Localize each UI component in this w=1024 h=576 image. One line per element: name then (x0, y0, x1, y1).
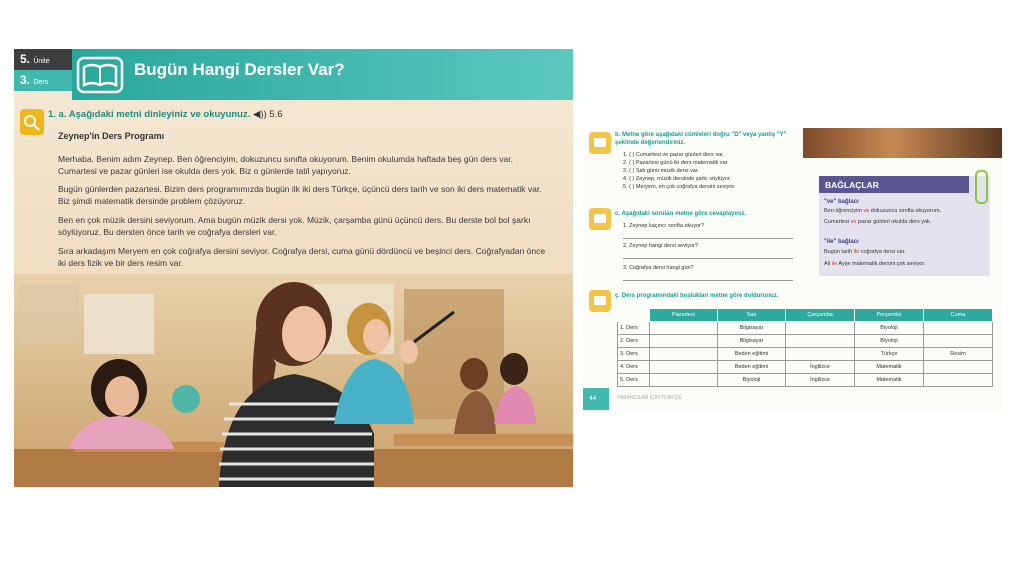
table-cell[interactable] (786, 348, 855, 361)
ile-example-2: Ali ile Ayşe matematik dersini çok seviyor. (824, 261, 926, 267)
tf-item-3: 3. ( ) Salı günü müzik dersi var. (623, 168, 699, 174)
table-cell: Biyoloji (855, 322, 924, 335)
table-cell: 2. Ders (618, 335, 650, 348)
table-cell[interactable] (924, 335, 993, 348)
table-cell[interactable] (650, 335, 718, 348)
exercise-d-icon (589, 290, 611, 312)
schedule-table (617, 308, 993, 387)
exercise-c-icon (589, 208, 611, 230)
table-cell: Biyoloji (855, 335, 924, 348)
right-page (583, 128, 1002, 410)
table-cell: Beden eğitimi (718, 348, 786, 361)
page-title: Bugün Hangi Dersler Var? (134, 60, 345, 79)
text-title: Zeynep'in Ders Programı (58, 131, 165, 141)
question-3: 3. Coğrafya dersi hangi gün? (623, 265, 694, 271)
header-cell: Cuma (924, 309, 993, 322)
classroom-photo (14, 274, 573, 487)
table-cell: İngilizce (786, 374, 855, 387)
question-1: 1. Zeynep kaçıncı sınıfta okuyor? (623, 223, 705, 229)
ve-example-2: Cumartesi ve pazar günleri okulda ders yok. (824, 219, 932, 225)
table-cell[interactable] (786, 335, 855, 348)
tf-item-2: 2. ( ) Pazartesi günü iki ders matematik var. (623, 160, 729, 166)
header-cell: Salı (718, 309, 786, 322)
exercise-c-heading: c. Aşağıdaki soruları metne göre cevaplayınız. (615, 211, 747, 217)
table-cell[interactable] (650, 348, 718, 361)
table-cell[interactable] (924, 361, 993, 374)
table-cell: Matematik (855, 374, 924, 387)
table-cell: Matematik (855, 361, 924, 374)
table-cell[interactable] (650, 361, 718, 374)
table-row (618, 374, 993, 387)
tf-item-4: 4. ( ) Zeynep, müzik dersinde şarkı söylüyor. (623, 176, 731, 182)
paperclip-icon (975, 170, 988, 204)
table-cell[interactable] (924, 322, 993, 335)
table-cell: Biyoloji (718, 374, 786, 387)
header-cell: Çarşamba (786, 309, 855, 322)
table-cell[interactable] (786, 322, 855, 335)
table-cell: 4. Ders (618, 361, 650, 374)
table-cell: Türkçe (855, 348, 924, 361)
paragraph-4: Sıra arkadaşım Meryem en çok coğrafya dersini seviyor. Coğrafya dersi, cuma günü dördüncü ve beşinci ders. Coğrafyadan önce iki ders fizik ve bir ders resim var. (58, 246, 546, 268)
table-cell: 5. Ders (618, 374, 650, 387)
table-row (618, 322, 993, 335)
answer-line-3[interactable] (623, 280, 793, 281)
ve-heading: "ve" bağlacı (824, 199, 859, 205)
footer-text: YABANCILAR İÇİN TÜRKÇE (617, 395, 682, 401)
page-number: 44 (589, 395, 597, 402)
table-cell[interactable] (650, 374, 718, 387)
table-cell[interactable] (924, 374, 993, 387)
header-cell: Perşembe (855, 309, 924, 322)
answer-line-1[interactable] (623, 238, 793, 239)
table-cell: 3. Ders (618, 348, 650, 361)
question-2: 2. Zeynep hangi dersi seviyor? (623, 243, 698, 249)
table-row (618, 348, 993, 361)
header-cell (618, 309, 650, 322)
open-book-icon (76, 55, 124, 95)
table-cell: Beden eğitimi (718, 361, 786, 374)
table-cell: İngilizce (786, 361, 855, 374)
tf-item-5: 5. ( ) Meryem, en çok coğrafya dersini seviyor. (623, 184, 736, 190)
header-cell: Pazartesi (650, 309, 718, 322)
ile-example-1: Bugün tarih ile coğrafya dersi var. (824, 249, 906, 255)
exercise-instruction: 1. a. Aşağıdaki metni dinleyiniz ve okuyunuz. ◀)) 5.6 (48, 109, 283, 120)
paragraph-1: Merhaba. Benim adım Zeynep. Ben öğrenciyim, dokuzuncu sınıfta okuyorum. Benim okulumda haftada beş gün ders var. Cumartesi ve pazar günleri ise okulda ders yok. Biz o günlerde tatil yapıyoruz. (58, 154, 513, 176)
exercise-d-heading: ç. Ders programındaki boşlukları metne göre doldurunuz. (615, 293, 779, 299)
exercise-b-icon (589, 132, 611, 154)
table-cell: 1. Ders (618, 322, 650, 335)
tf-item-1: 1. ( ) Cumartesi ve pazar günleri ders var. (623, 152, 725, 158)
ve-example-1: Ben öğrenciyim ve dokuzuncu sınıfta okuyorum. (824, 208, 942, 214)
ile-heading: "ile" bağlacı (824, 239, 859, 245)
unit-label: 5. Ünite (14, 49, 72, 70)
table-row (618, 335, 993, 348)
lesson-label: 3. Ders (14, 70, 72, 91)
exercise-b-heading: b. Metne göre aşağıdaki cümleleri doğru "D" veya yanlış "Y" şeklinde değerlendiriniz. (615, 132, 787, 146)
paragraph-3: Ben en çok müzik dersini seviyorum. Ama bugün müzik dersi yok. Müzik, çarşamba günü üçüncü ders. Bu derste bol bol şarkı söylüyoruz. Bu dersten önce tarih ve coğrafya dersleri var. (58, 215, 531, 237)
table-row (618, 361, 993, 374)
table-cell: Bilgisayar (718, 322, 786, 335)
classroom-photo-strip (803, 128, 1002, 158)
paragraph-2: Bugün günlerden pazartesi. Bizim ders programımızda bugün ilk iki ders Türkçe, üçüncü ders tarih ve son iki ders matematik var. Biz şimdi matematik dersinde problem çözüyoruz. (58, 184, 542, 206)
audio-reference[interactable]: ◀)) 5.6 (253, 109, 283, 120)
table-cell[interactable] (650, 322, 718, 335)
listening-exercise-icon (20, 109, 44, 135)
conjunctions-title: BAĞLAÇLAR (825, 180, 879, 190)
table-cell: Bilgisayar (718, 335, 786, 348)
answer-line-2[interactable] (623, 258, 793, 259)
left-page (14, 49, 573, 487)
table-cell: Resim (924, 348, 993, 361)
table-header-row (618, 309, 993, 322)
